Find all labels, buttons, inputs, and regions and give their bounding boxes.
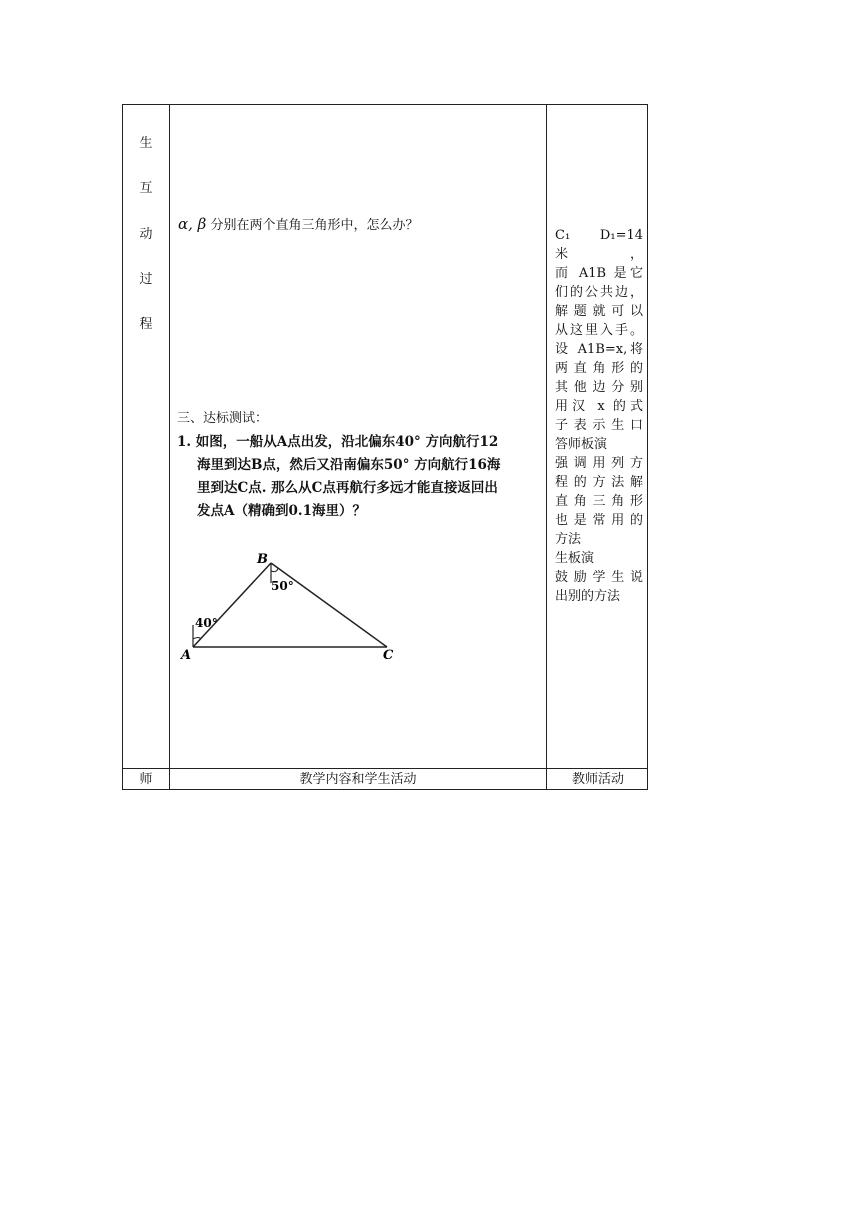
problem-line-3: 里到达C点. 那么从C点再航行多远才能直接返回出	[197, 480, 498, 496]
footer-right: 教师活动	[571, 772, 624, 787]
problem-line-2: 海里到达B点，然后又沿南偏东50° 方向航行16海	[197, 457, 501, 473]
note-line: 程的方法解	[555, 475, 643, 490]
problem-line-1: 1. 如图，一船从A点出发，沿北偏东40° 方向航行12	[177, 434, 499, 450]
label-c: C	[383, 648, 394, 663]
side-char-4: 过	[139, 272, 153, 287]
problem-line-4: 发点A（精确到0.1海里）？	[197, 503, 366, 519]
question-text: 分别在两个直角三角形中，怎么办？	[206, 218, 419, 233]
note-line: 强调用列方	[555, 456, 643, 471]
note-line: 从这里入手。	[555, 323, 643, 338]
note-line: 子表示生口	[555, 418, 643, 433]
footer-middle: 教学内容和学生活动	[299, 772, 417, 787]
note-line: 也是常用的	[555, 513, 643, 528]
angle-label-40: 40°	[195, 616, 218, 630]
triangle-figure	[175, 549, 405, 664]
note-line: 们的公共边，	[555, 285, 643, 300]
question-line	[178, 214, 418, 233]
label-a: A	[181, 648, 192, 663]
angle-arc-b	[271, 568, 278, 572]
question-math: α, β	[178, 215, 207, 233]
note-line: 用汉 x 的式	[555, 399, 643, 414]
side-char-1: 生	[139, 136, 153, 151]
side-char-2: 互	[139, 181, 153, 196]
note-line: 鼓励学生说	[555, 570, 643, 585]
column-divider-right	[546, 105, 547, 789]
note-line: 两直角形的	[555, 361, 643, 376]
note-line: C₁ D₁=14 米，	[555, 228, 643, 262]
note-line: 而 A1B 是它	[555, 266, 643, 281]
note-line: 解题就可以	[555, 304, 643, 319]
note-line: 其他边分别	[555, 380, 643, 395]
label-b: B	[257, 552, 268, 567]
column-divider-left	[169, 105, 170, 789]
problem-text	[177, 431, 537, 523]
note-line: 答师板演	[555, 437, 608, 452]
note-line: 直角三角形	[555, 494, 643, 509]
side-ab	[193, 563, 271, 647]
side-char-5: 程	[139, 317, 153, 332]
note-line: 出别的方法	[555, 589, 621, 604]
side-bc	[271, 563, 387, 647]
note-line: 设 A1B=x,将	[555, 342, 643, 357]
note-line: 生板演	[555, 551, 595, 566]
section-heading: 三、达标测试：	[177, 411, 269, 426]
angle-label-50: 50°	[271, 579, 294, 593]
side-char-3: 动	[139, 227, 153, 242]
note-line: 方法	[555, 532, 582, 547]
teacher-notes	[555, 226, 643, 606]
footer-left: 师	[139, 772, 153, 787]
